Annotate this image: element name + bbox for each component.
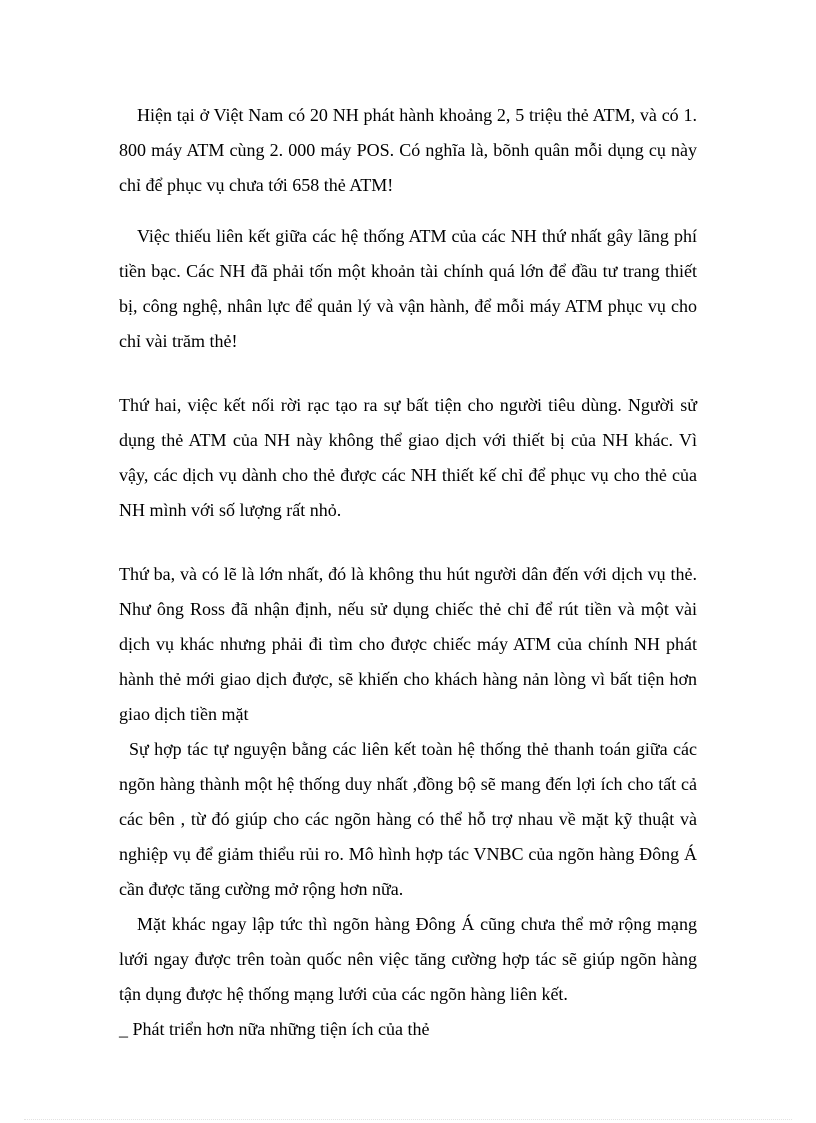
paragraph-atm-statistics: Hiện tại ở Việt Nam có 20 NH phát hành khoảng 2, 5 triệu thẻ ATM, và có 1. 800 máy ATM cùng 2. 000 máy POS. Có nghĩa là, bõnh quân mỗi dụng cụ này chỉ để phục vụ chưa tới 658 thẻ ATM! xyxy=(119,105,697,195)
paragraph-cooperation: Sự hợp tác tự nguyện bằng các liên kết toàn hệ thống thẻ thanh toán giữa các ngõn hàng thành một hệ thống duy nhất ,đồng bộ sẽ mang đến lợi ích cho tất cả các bên , từ đó giúp cho các ngõn hàng có thể hỗ trợ nhau về mặt kỹ thuật và nghiệp vụ để giảm thiểu rủi ro. Mô hình hợp tác VNBC của ngõn hàng Đông Á cần được tăng cường mở rộng hơn nữa. xyxy=(119,739,697,899)
document-body xyxy=(119,98,697,1047)
page-bottom-divider xyxy=(24,1119,792,1120)
paragraph-first-point: Việc thiếu liên kết giữa các hệ thống ATM của các NH thứ nhất gây lãng phí tiền bạc. Các NH đã phải tốn một khoản tài chính quá lớn để đầu tư trang thiết bị, công nghệ, nhân lực để quản lý và vận hành, để mỗi máy ATM phục vụ cho chỉ vài trăm thẻ! xyxy=(119,226,697,351)
paragraph-third-point: Thứ ba, và có lẽ là lớn nhất, đó là không thu hút người dân đến với dịch vụ thẻ. Như ông Ross đã nhận định, nếu sử dụng chiếc thẻ chỉ để rút tiền và một vài dịch vụ khác nhưng phải đi tìm cho được chiếc máy ATM của chính NH phát hành thẻ mới giao dịch được, sẽ khiến cho khách hàng nản lòng vì bất tiện hơn giao dịch tiền mặt xyxy=(119,564,697,724)
paragraph-network: Mặt khác ngay lập tức thì ngõn hàng Đông Á cũng chưa thể mở rộng mạng lưới ngay được trên toàn quốc nên việc tăng cường hợp tác sẽ giúp ngõn hàng tận dụng được hệ thống mạng lưới của các ngõn hàng liên kết. xyxy=(119,914,697,1004)
paragraph-second-point: Thứ hai, việc kết nối rời rạc tạo ra sự bất tiện cho người tiêu dùng. Người sử dụng thẻ ATM của NH này không thể giao dịch với thiết bị của NH khác. Vì vậy, các dịch vụ dành cho thẻ được các NH thiết kế chỉ để phục vụ cho thẻ của NH mình với số lượng rất nhỏ. xyxy=(119,395,697,520)
paragraph-heading-utilities: _ Phát triển hơn nữa những tiện ích của thẻ xyxy=(119,1019,430,1039)
